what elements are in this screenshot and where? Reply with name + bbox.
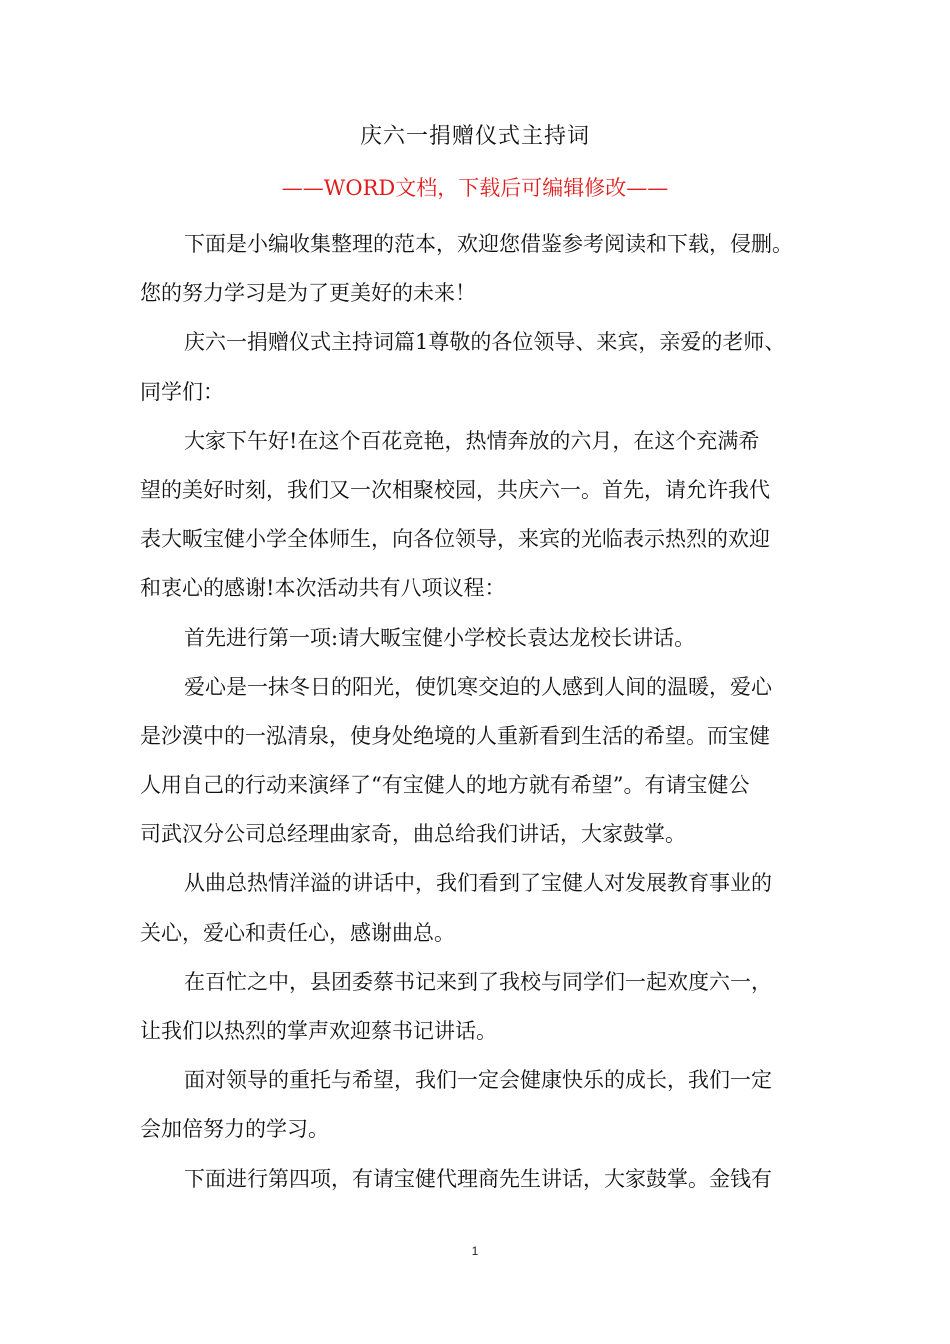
body-line: 面对领导的重托与希望，我们一定会健康快乐的成长，我们一定 [184,1068,772,1093]
body-line: 让我们以热烈的掌声欢迎蔡书记讲话。 [140,1019,497,1043]
body-line: 您的努力学习是为了更美好的未来！ [140,281,476,306]
body-line: 大家下午好!在这个百花竞艳，热情奔放的六月，在这个充满希 [184,428,760,453]
document-subtitle: ——WORD文档，下载后可编辑修改—— [281,176,669,200]
body-line: 人用自己的行动来演绎了“有宝健人的地方就有希望”。有请宝健公 [140,773,750,798]
body-line: 庆六一捐赠仪式主持词篇1尊敬的各位领导、来宾，亲爱的老师、 [184,330,786,355]
body-line: 爱心是一抹冬日的阳光，使饥寒交迫的人感到人间的温暖，爱心 [184,674,772,699]
body-line: 从曲总热情洋溢的讲话中，我们看到了宝健人对发展教育事业的 [184,871,772,896]
document-title: 庆六一捐赠仪式主持词 [359,124,590,149]
body-line: 同学们： [140,379,224,404]
page-number: 1 [471,1244,479,1258]
body-line: 是沙漠中的一泓清泉，使身处绝境的人重新看到生活的希望。而宝健 [140,723,770,748]
body-line: 和衷心的感谢!本次活动共有八项议程： [140,576,506,601]
body-line: 首先进行第一项:请大畈宝健小学校长袁达龙校长讲话。 [184,625,696,650]
body-line: 在百忙之中，县团委蔡书记来到了我校与同学们一起欢度六一， [184,969,772,994]
body-line: 下面是小编收集整理的范本，欢迎您借鉴参考阅读和下载，侵删。 [184,232,793,256]
document-body [140,220,820,1204]
body-line: 会加倍努力的学习。 [140,1117,329,1142]
body-line: 关心，爱心和责任心，感谢曲总。 [140,920,455,945]
body-line: 下面进行第四项，有请宝健代理商先生讲话，大家鼓掌。金钱有 [184,1166,772,1191]
body-line: 表大畈宝健小学全体师生，向各位领导，来宾的光临表示热烈的欢迎 [140,527,770,552]
body-line: 望的美好时刻，我们又一次相聚校园，共庆六一。首先，请允许我代 [140,477,770,502]
body-line: 司武汉分公司总经理曲家奇，曲总给我们讲话，大家鼓掌。 [140,822,686,847]
